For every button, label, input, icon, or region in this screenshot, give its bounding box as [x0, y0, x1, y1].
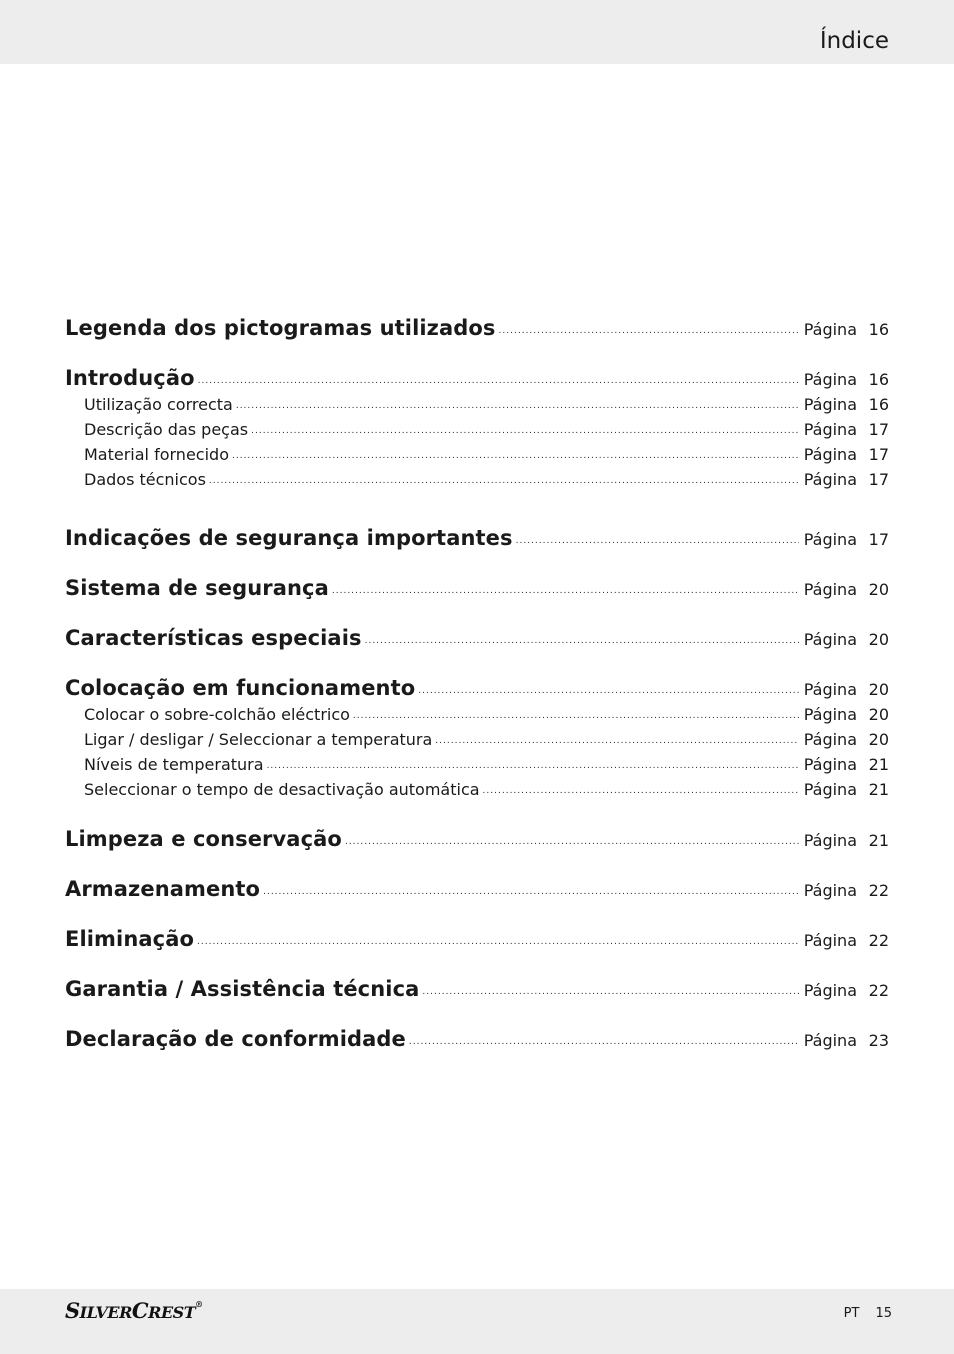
toc-entry-label: Indicações de segurança importantes: [65, 526, 513, 550]
toc-page-label: Página: [803, 881, 857, 900]
toc-entry[interactable]: [65, 921, 889, 951]
toc-page-label: Página: [803, 420, 857, 439]
toc-entry-label: Material fornecido: [84, 445, 229, 464]
page-number: 15: [875, 1306, 892, 1321]
toc-page-label: Página: [803, 755, 857, 774]
dot-leader: [209, 476, 799, 490]
toc-page-label: Página: [803, 320, 857, 339]
toc-subentry[interactable]: [84, 460, 889, 490]
header-band: [0, 0, 954, 64]
toc-entry[interactable]: [65, 1021, 889, 1051]
toc-page-number: 16: [868, 370, 889, 389]
dot-leader: [365, 636, 799, 650]
toc-entry-label: Utilização correcta: [84, 395, 233, 414]
toc-page-number: 22: [868, 931, 889, 950]
toc-entry-label: Níveis de temperatura: [84, 755, 264, 774]
toc-entry-label: Ligar / desligar / Seleccionar a temperatura: [84, 730, 433, 749]
dot-leader: [499, 326, 799, 340]
toc-entry[interactable]: [65, 620, 889, 650]
toc-entry-label: Dados técnicos: [84, 470, 206, 489]
toc-entry[interactable]: [65, 310, 889, 340]
toc-page-label: Página: [803, 530, 857, 549]
toc-page-number: 20: [868, 580, 889, 599]
toc-page-label: Página: [803, 470, 857, 489]
toc-page-number: 21: [868, 831, 889, 850]
toc-page-label: Página: [803, 630, 857, 649]
toc-page-label: Página: [803, 730, 857, 749]
toc-entry-label: Colocar o sobre-colchão eléctrico: [84, 705, 350, 724]
dot-leader: [409, 1037, 799, 1051]
toc-entry-label: Colocação em funcionamento: [65, 676, 416, 700]
toc-page-number: 22: [868, 981, 889, 1000]
toc-entry[interactable]: [65, 520, 889, 550]
toc-entry-label: Descrição das peças: [84, 420, 249, 439]
dot-leader: [197, 937, 799, 951]
dot-leader: [345, 837, 799, 851]
toc-entry-label: Legenda dos pictogramas utilizados: [65, 316, 496, 340]
toc-entry-label: Características especiais: [65, 626, 362, 650]
toc-page-number: 22: [868, 881, 889, 900]
toc-entry-label: Armazenamento: [65, 877, 261, 901]
dot-leader: [332, 586, 799, 600]
toc-page-number: 16: [868, 395, 889, 414]
dot-leader: [422, 987, 798, 1001]
toc-page-number: 16: [868, 320, 889, 339]
toc-page-number: 17: [868, 530, 889, 549]
toc-page-number: 17: [868, 445, 889, 464]
toc-entry-label: Garantia / Assistência técnica: [65, 977, 420, 1001]
toc-page-number: 23: [868, 1031, 889, 1050]
toc-entry-label: Eliminação: [65, 927, 194, 951]
toc-entry[interactable]: [65, 971, 889, 1001]
toc-page-label: Página: [803, 931, 857, 950]
toc-page-number: 21: [868, 755, 889, 774]
toc-entry-label: Sistema de segurança: [65, 576, 329, 600]
dot-leader: [263, 887, 799, 901]
dot-leader: [483, 786, 799, 800]
silvercrest-logo: SILVERCREST®: [65, 1298, 203, 1323]
toc-page-label: Página: [803, 780, 857, 799]
toc-entry[interactable]: [65, 570, 889, 600]
toc-page-label: Página: [803, 1031, 857, 1050]
language-code: PT: [843, 1306, 860, 1321]
toc-page-label: Página: [803, 705, 857, 724]
toc-entry[interactable]: [65, 871, 889, 901]
page-title: Índice: [819, 28, 889, 54]
toc-page-number: 17: [868, 420, 889, 439]
toc-page-number: 20: [868, 705, 889, 724]
toc-page-number: 21: [868, 780, 889, 799]
toc-page-number: 20: [868, 630, 889, 649]
toc-page-label: Página: [803, 445, 857, 464]
dot-leader: [516, 536, 799, 550]
toc-page-label: Página: [803, 831, 857, 850]
toc-entry-label: Seleccionar o tempo de desactivação automática: [84, 780, 480, 799]
toc-page-label: Página: [803, 981, 857, 1000]
toc-page-label: Página: [803, 580, 857, 599]
toc-page-label: Página: [803, 680, 857, 699]
toc-entry-label: Introdução: [65, 366, 195, 390]
footer-meta: [844, 1306, 892, 1321]
toc-page-number: 20: [868, 680, 889, 699]
toc-page-number: 17: [868, 470, 889, 489]
toc-page-label: Página: [803, 395, 857, 414]
toc-page-number: 20: [868, 730, 889, 749]
toc-entry-label: Limpeza e conservação: [65, 827, 342, 851]
toc-page-label: Página: [803, 370, 857, 389]
toc-subentry[interactable]: [84, 770, 889, 800]
toc-entry[interactable]: [65, 821, 889, 851]
toc-entry-label: Declaração de conformidade: [65, 1027, 406, 1051]
